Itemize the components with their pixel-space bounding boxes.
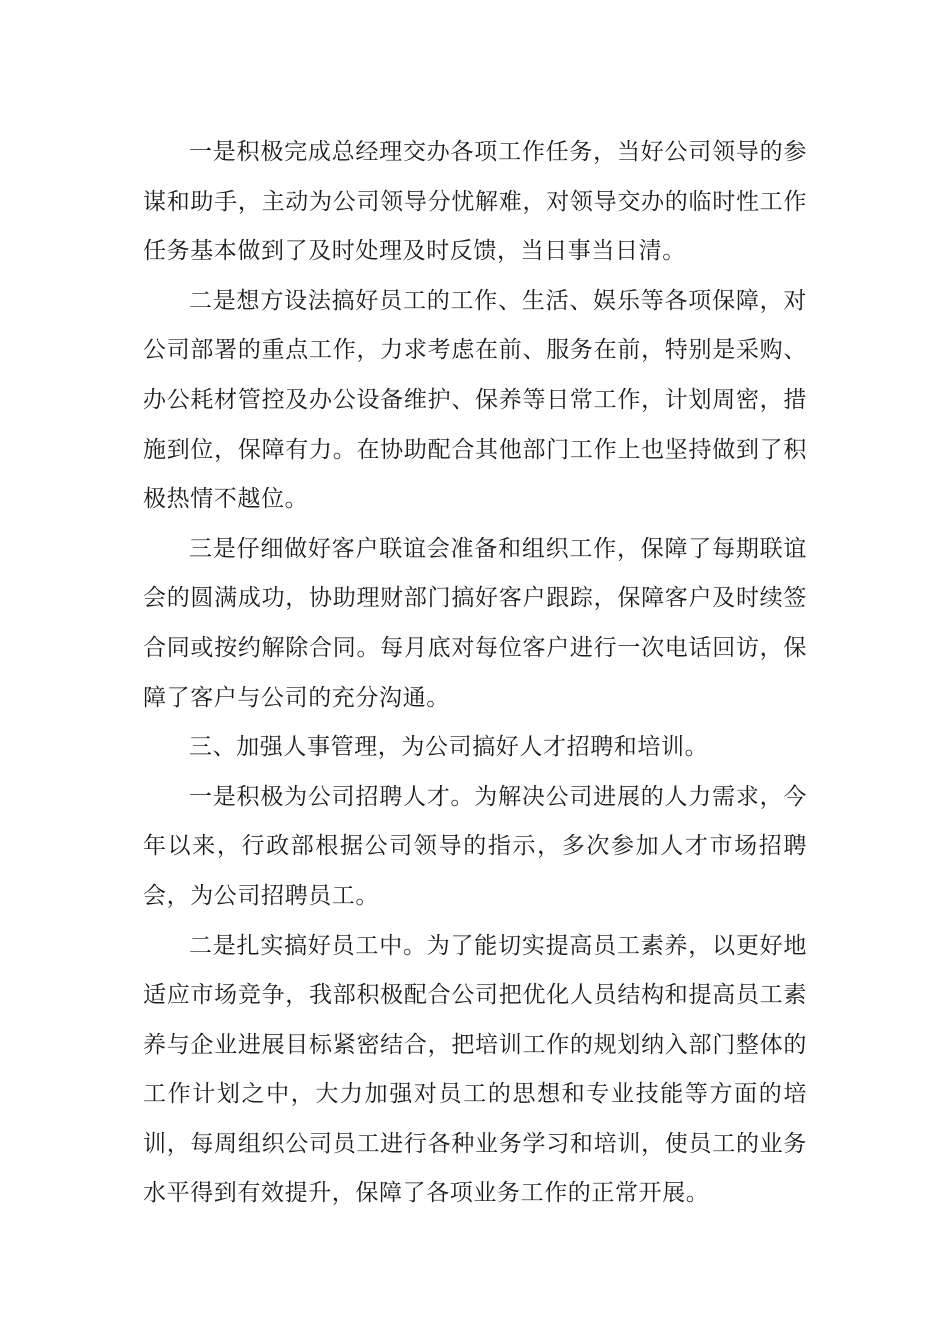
paragraph-client-events: 三是仔细做好客户联谊会准备和组织工作，保障了每期联谊会的圆满成功，协助理财部门搞好客户跟踪，保障客户及时续签合同或按约解除合同。每月底对每位客户进行一次电话回访，保障了客户与公司的充分沟通。 [143,535,807,711]
paragraph-recruitment: 一是积极为公司招聘人才。为解决公司进展的人力需求，今年以来，行政部根据公司领导的指示，多次参加人才市场招聘会，为公司招聘员工。 [143,783,807,909]
paragraph-training: 二是扎实搞好员工中。为了能切实提高员工素养，以更好地适应市场竞争，我部积极配合公司把优化人员结构和提高员工素养与企业进展目标紧密结合，把培训工作的规划纳入部门整体的工作计划之中，大力加强对员工的思想和专业技能等方面的培训，每周组织公司员工进行各种业务学习和培训，使员工的业务水平得到有效提升，保障了各项业务工作的正常开展。 [143,932,807,1207]
document-body [143,128,807,1219]
paragraph-task-completion: 一是积极完成总经理交办各项工作任务，当好公司领导的参谋和助手，主动为公司领导分忧解难，对领导交办的临时性工作任务基本做到了及时处理及时反馈，当日事当日清。 [143,139,807,265]
section-heading-hr-management: 三、加强人事管理，为公司搞好人才招聘和培训。 [189,734,709,761]
paragraph-staff-support: 二是想方设法搞好员工的工作、生活、娱乐等各项保障，对公司部署的重点工作，力求考虑在前、服务在前，特别是采购、办公耗材管控及办公设备维护、保养等日常工作，计划周密，措施到位，保障有力。在协助配合其他部门工作上也坚持做到了积极热情不越位。 [143,287,807,513]
